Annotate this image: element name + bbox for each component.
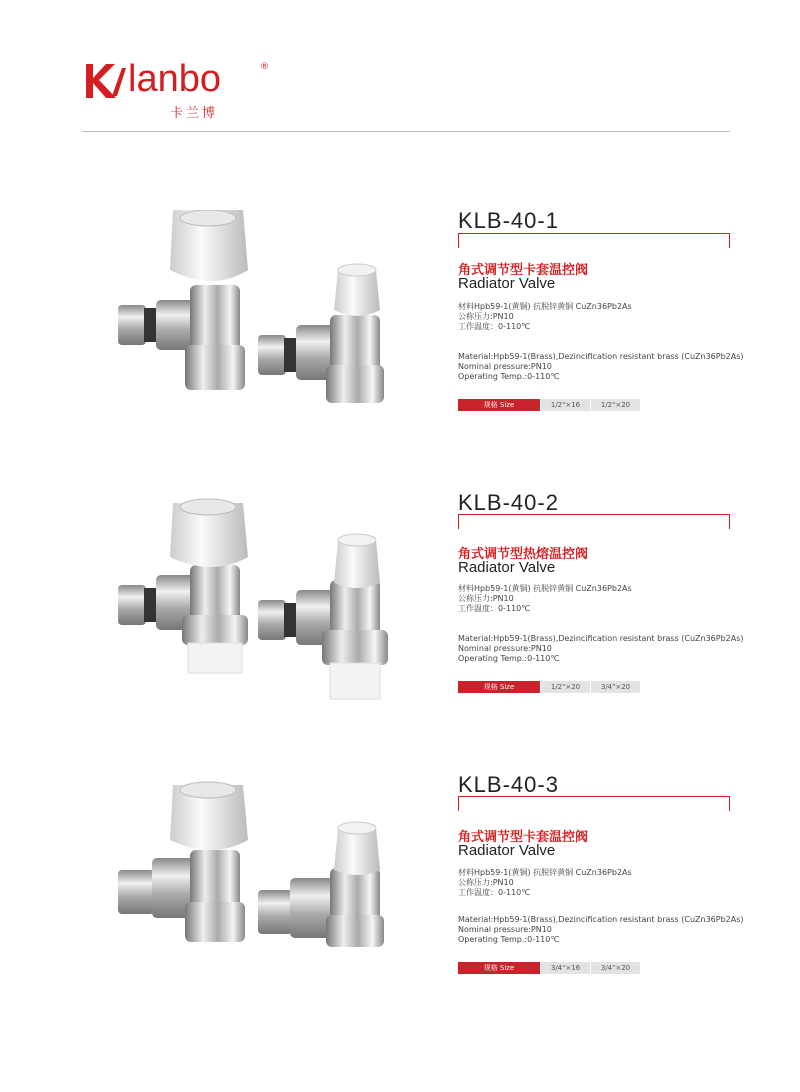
logo-k-mark [82, 60, 128, 102]
spec-material-cn: 材料Hpb59-1(黄铜) 抗脱锌黄铜 CuZn36Pb2As [458, 868, 632, 877]
size-option: 3/4"×20 [591, 681, 640, 693]
title-chinese: 角式调节型卡套温控阀 [458, 263, 589, 278]
spec-material-cn: 材料Hpb59-1(黄铜) 抗脱锌黄铜 CuZn36Pb2As [458, 302, 632, 311]
size-option: 1/2"×20 [541, 681, 590, 693]
size-label: 规格 Size [458, 399, 540, 411]
size-table [458, 962, 640, 974]
model-bracket [458, 233, 730, 248]
spec-temp-en: Operating Temp.:0-110℃ [458, 935, 560, 944]
title-chinese: 角式调节型热熔温控阀 [458, 547, 589, 562]
size-option: 3/4"×16 [541, 962, 590, 974]
spec-pressure-en: Nominal pressure:PN10 [458, 362, 552, 371]
size-table [458, 681, 640, 693]
spec-temp-en: Operating Temp.:0-110℃ [458, 372, 560, 381]
spec-temp-cn: 工作温度：0-110℃ [458, 322, 531, 331]
size-option: 1/2"×20 [591, 399, 640, 411]
spec-english [458, 915, 744, 945]
spec-temp-cn: 工作温度：0-110℃ [458, 604, 531, 613]
spec-chinese [458, 868, 632, 898]
spec-temp-en: Operating Temp.:0-110℃ [458, 654, 560, 663]
title-english: Radiator Valve [458, 275, 556, 292]
brand-name: lanbo [128, 58, 221, 100]
model-number: KLB-40-1 [458, 208, 559, 233]
product-image-klb-40-3 [108, 780, 408, 954]
spec-material-en: Material:Hpb59-1(Brass),Dezincification resistant brass (CuZn36Pb2As) [458, 352, 744, 361]
spec-material-en: Material:Hpb59-1(Brass),Dezincification resistant brass (CuZn36Pb2As) [458, 915, 744, 924]
spec-english [458, 634, 744, 664]
registered-mark: ® [260, 62, 269, 72]
size-table [458, 399, 640, 411]
spec-temp-cn: 工作温度：0-110℃ [458, 888, 531, 897]
model-number: KLB-40-2 [458, 490, 559, 515]
model-number: KLB-40-3 [458, 772, 559, 797]
title-english: Radiator Valve [458, 842, 556, 859]
spec-pressure-en: Nominal pressure:PN10 [458, 925, 552, 934]
size-label: 规格 Size [458, 962, 540, 974]
title-english: Radiator Valve [458, 559, 556, 576]
size-option: 3/4"×20 [591, 962, 640, 974]
title-chinese: 角式调节型卡套温控阀 [458, 830, 589, 845]
model-bracket [458, 796, 730, 811]
spec-material-cn: 材料Hpb59-1(黄铜) 抗脱锌黄铜 CuZn36Pb2As [458, 584, 632, 593]
header-divider [82, 131, 730, 132]
size-option: 1/2"×16 [541, 399, 590, 411]
brand-logo [82, 60, 272, 122]
spec-pressure-cn: 公称压力:PN10 [458, 878, 514, 887]
spec-pressure-cn: 公称压力:PN10 [458, 312, 514, 321]
product-image-klb-40-2 [108, 495, 408, 709]
spec-pressure-cn: 公称压力:PN10 [458, 594, 514, 603]
spec-material-en: Material:Hpb59-1(Brass),Dezincification resistant brass (CuZn36Pb2As) [458, 634, 744, 643]
spec-english [458, 352, 744, 382]
spec-chinese [458, 302, 632, 332]
spec-chinese [458, 584, 632, 614]
product-image-klb-40-1 [108, 210, 408, 409]
brand-chinese-name: 卡兰博 [170, 106, 219, 121]
spec-pressure-en: Nominal pressure:PN10 [458, 644, 552, 653]
model-bracket [458, 514, 730, 529]
size-label: 规格 Size [458, 681, 540, 693]
